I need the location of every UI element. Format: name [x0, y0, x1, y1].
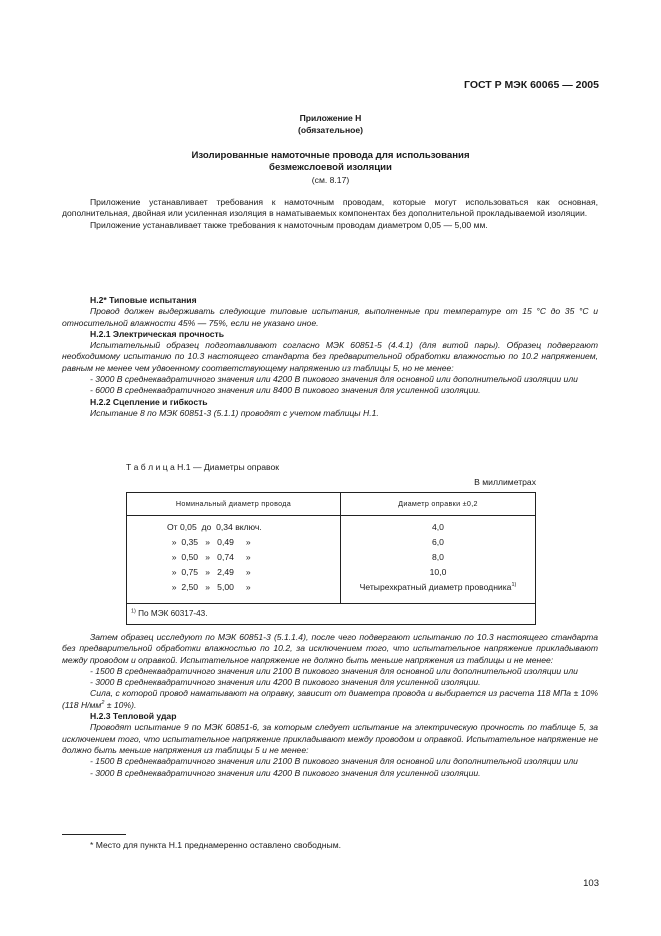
section-h23-item-2: - 3000 В среднеквадратичного значения или 4200 В пикового значения для усиленной изоляции. — [90, 767, 481, 778]
section-h21-title: Н.2.1 Электрическая прочность — [90, 328, 224, 339]
mandrel-diameter-table — [126, 492, 536, 625]
appendix-heading-line2: безмежслоевой изоляции — [269, 162, 392, 173]
table-row — [127, 535, 536, 550]
section-h21-item-2: - 6000 В среднеквадратичного значения или 8400 В пикового значения для усиленной изоляции. — [90, 385, 481, 396]
section-h21-text: Испытательный образец подготавливают согласно МЭК 60851-5 (4.4.1) (для витой пары). Образец подвергают необходимому испытанию по 10.3 настоящего стандарта без предварительной обработки влажностью по 10.2 напряжением, равным не менее чем удвоенному соответствующему напряжению из таблицы 5, но не менее: — [62, 340, 598, 373]
force-unit-exponent: 2 — [101, 699, 105, 706]
section-h23-item-1: - 1500 В среднеквадратичного значения или 2100 В пикового значения для основной или дополнительной изоляции или — [90, 756, 578, 767]
table-cell-range: » 0,75 » 2,49 » — [127, 565, 341, 580]
table-note — [127, 604, 536, 625]
table-note-text: По МЭК 60317-43. — [135, 609, 208, 619]
table-row — [127, 580, 536, 604]
force-text-end: ± 10%). — [104, 699, 137, 710]
section-h22-title: Н.2.2 Сцепление и гибкость — [90, 396, 208, 407]
after-table-item-2: - 3000 В среднеквадратичного значения или 4200 В пикового значения для усиленной изоляции. — [90, 677, 481, 688]
section-h23-title: Н.2.3 Тепловой удар — [90, 711, 177, 722]
footnote-divider — [62, 834, 126, 835]
table-cell-range: От 0,05 до 0,34 включ. — [127, 516, 341, 536]
force-paragraph — [62, 688, 598, 711]
intro-paragraph-2: Приложение устанавливает также требования к намоточным проводам диаметром 0,05 — 5,00 мм. — [90, 219, 488, 230]
section-h23-text: Проводят испытание 9 по МЭК 60851-6, за которым следует испытание на электрическую прочность по таблице 5, за исключением того, что испытательное напряжение прикладывают между проводом и оправкой. Испытательное напряжение не должно быть меньше напряжения из таблицы 5 и не менее: — [62, 722, 598, 755]
section-h21-item-1: - 3000 В среднеквадратичного значения или 4200 В пикового значения для основной или дополнительной изоляции или — [90, 374, 578, 385]
appendix-reference: (см. 8.17) — [311, 175, 350, 185]
section-h2-text: Провод должен выдерживать следующие типовые испытания, выполненные при температуре от 15 °С до 35 °С и относительной влажности 45% — 75%, если не указано иное. — [62, 306, 598, 328]
document-header: ГОСТ Р МЭК 60065 — 2005 — [464, 79, 599, 91]
table-cell-range: » 0,35 » 0,49 » — [127, 535, 341, 550]
table-footnote-marker: 1) — [511, 581, 517, 588]
table-cell-diameter-text: Четырехкратный диаметр проводника — [359, 581, 512, 592]
table-cell-range: » 2,50 » 5,00 » — [127, 580, 341, 604]
table-cell-diameter: 4,0 — [341, 516, 536, 536]
force-text: Сила, с которой провод наматывают на оправку, зависит от диаметра провода и выбирается из расчета 118 МПа ± 10% (118 Н/мм — [62, 688, 598, 710]
table-row — [127, 550, 536, 565]
page-number: 103 — [583, 878, 599, 889]
after-table-section — [62, 632, 598, 779]
intro-section — [62, 197, 598, 231]
table-note-row — [127, 604, 536, 625]
table-cell-diameter — [341, 580, 536, 604]
table-header-mandrel-diameter: Диаметр оправки ±0,2 — [341, 493, 536, 516]
table-cell-diameter: 10,0 — [341, 565, 536, 580]
appendix-title: Приложение Н — [299, 113, 362, 123]
table-row — [127, 516, 536, 536]
table-units: В миллиметрах — [474, 477, 536, 487]
table-row — [127, 565, 536, 580]
table-header-wire-diameter: Номинальный диаметр провода — [127, 493, 341, 516]
after-table-item-1: - 1500 В среднеквадратичного значения или 2100 В пикового значения для основной или дополнительной изоляции или — [90, 665, 578, 676]
table-note-marker: 1) — [131, 608, 136, 615]
table-cell-diameter: 6,0 — [341, 535, 536, 550]
table-cell-range: » 0,50 » 0,74 » — [127, 550, 341, 565]
table-cell-diameter: 8,0 — [341, 550, 536, 565]
appendix-heading-line1: Изолированные намоточные провода для использования — [191, 150, 470, 161]
table-caption: Т а б л и ц а Н.1 — Диаметры оправок — [126, 462, 280, 472]
appendix-status: (обязательное) — [297, 125, 364, 135]
footnote: * Место для пункта Н.1 преднамеренно оставлено свободным. — [90, 840, 341, 850]
after-table-paragraph: Затем образец исследуют по МЭК 60851-3 (5.1.1.4), после чего подвергают испытанию по 10.3 настоящего стандарта без предварительной обработки влажностью по 10.2, за исключением того, что испытательное напряжение прикладывают между проводом и оправкой. Испытательное напряжение не должно быть меньше напряжения из таблицы и не менее: — [62, 632, 598, 665]
section-h22-text: Испытание 8 по МЭК 60851-3 (5.1.1) проводят с учетом таблицы Н.1. — [90, 407, 379, 418]
section-h2 — [62, 295, 598, 419]
section-h2-title: Н.2* Типовые испытания — [90, 295, 197, 305]
intro-paragraph-1: Приложение устанавливает требования к намоточным проводам, которые могут использоваться как основная, дополнительная, двойная или усиленная изоляция в наматываемых компонентах без дополнительной прокладываемой изоляции. — [62, 197, 598, 219]
